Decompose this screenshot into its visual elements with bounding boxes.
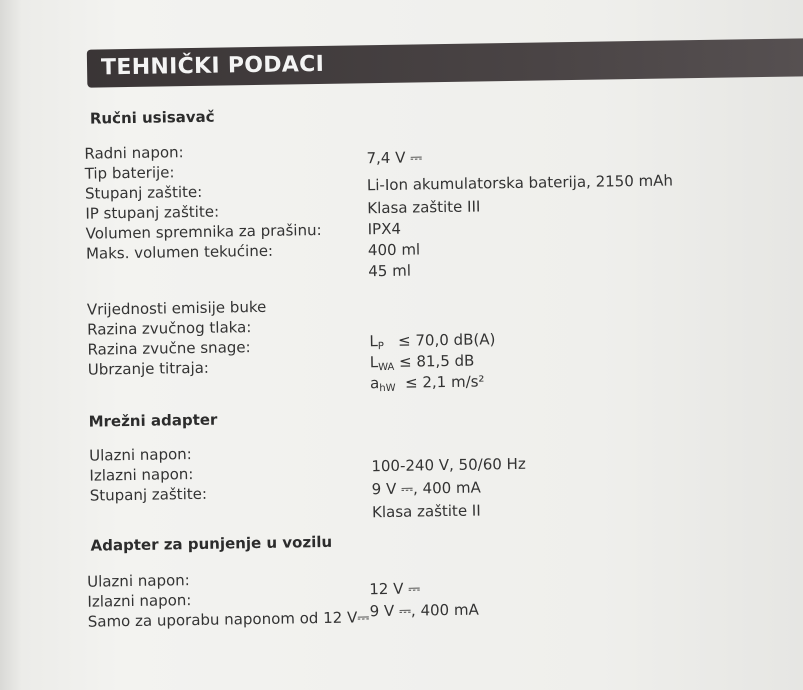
section-banner bbox=[87, 38, 803, 88]
spec-label: IP stupanj zaštite: bbox=[85, 202, 220, 223]
spec-value-sound-power bbox=[370, 352, 475, 374]
spec-value: 9 V ⎓, 400 mA bbox=[369, 600, 479, 621]
spec-value: 45 ml bbox=[368, 261, 412, 281]
section-title-car-adapter: Adapter za punjenje u vozilu bbox=[90, 532, 333, 555]
symbol: a bbox=[369, 374, 380, 393]
spec-value-vibration bbox=[370, 372, 485, 394]
section-title-adapter: Mrežni adapter bbox=[88, 410, 218, 431]
symbol: L bbox=[369, 332, 378, 351]
spec-value: 100-240 V, 50/60 Hz bbox=[371, 454, 526, 476]
subscript: WA bbox=[378, 361, 395, 374]
spec-value: 400 ml bbox=[367, 240, 421, 260]
section-title-noise: Vrijednosti emisije buke bbox=[86, 297, 267, 319]
spec-value: IPX4 bbox=[367, 219, 402, 239]
spec-value: 7,4 V ⎓ bbox=[366, 148, 423, 168]
spec-label: Ulazni napon: bbox=[87, 571, 190, 591]
spec-label: Maks. volumen tekućine: bbox=[85, 241, 274, 263]
page-title: TEHNIČKI PODACI bbox=[100, 51, 325, 81]
spec-label: Ubrzanje titraja: bbox=[87, 358, 210, 379]
spec-value: Klasa zaštite III bbox=[367, 197, 481, 218]
spec-value: Li-Ion akumulatorska baterija, 2150 mAh bbox=[366, 171, 674, 195]
spec-label: Razina zvučnog tlaka: bbox=[87, 318, 252, 339]
value-text: ≤ 70,0 dB(A) bbox=[397, 330, 496, 350]
spec-value: 12 V ⎓ bbox=[369, 579, 421, 599]
usage-note: Samo za uporabu naponom od 12 V⎓ bbox=[87, 608, 370, 631]
spec-label: Tip baterije: bbox=[84, 163, 175, 183]
spec-label: Volumen spremnika za prašinu: bbox=[85, 220, 322, 243]
section-title-handheld: Ručni usisavač bbox=[89, 107, 215, 128]
value-text: ≤ 2,1 m/s² bbox=[404, 372, 485, 392]
spec-value: Klasa zaštite II bbox=[371, 501, 481, 522]
spec-value: 9 V ⎓, 400 mA bbox=[371, 478, 481, 499]
spec-label: Stupanj zaštite: bbox=[89, 484, 208, 505]
spec-value-sound-pressure bbox=[369, 330, 495, 352]
spec-label: Ulazni napon: bbox=[89, 445, 192, 465]
value-text: ≤ 81,5 dB bbox=[398, 351, 475, 371]
spec-label: Izlazni napon: bbox=[89, 465, 194, 485]
spec-label: Izlazni napon: bbox=[87, 591, 192, 611]
spec-label: Razina zvučne snage: bbox=[87, 338, 251, 359]
spec-label: Stupanj zaštite: bbox=[84, 182, 203, 203]
symbol: L bbox=[369, 353, 379, 372]
subscript: hW bbox=[379, 382, 396, 395]
spec-label: Radni napon: bbox=[84, 143, 184, 163]
subscript: P bbox=[377, 341, 384, 353]
